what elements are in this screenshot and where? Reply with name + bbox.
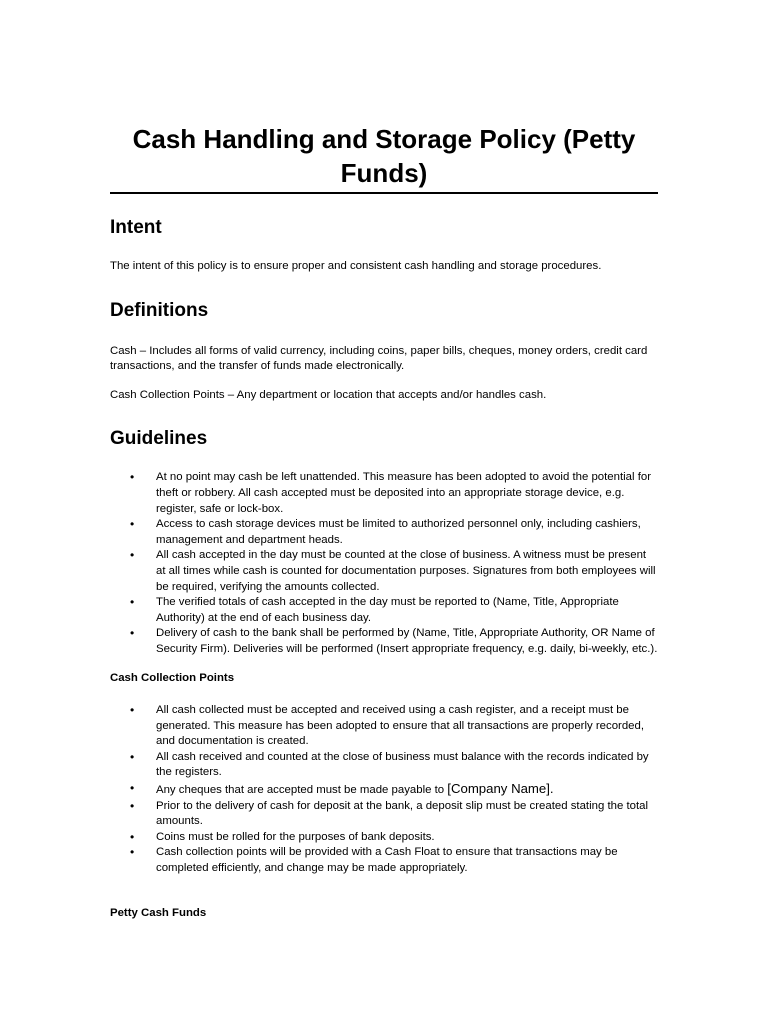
guidelines-list xyxy=(110,470,658,657)
list-item xyxy=(110,781,658,799)
list-item xyxy=(110,470,658,517)
bullet-icon: • xyxy=(130,798,135,813)
bullet-icon: • xyxy=(130,781,135,796)
list-item-text: Delivery of cash to the bank shall be performed by (Name, Title, Appropriate Authority, OR Name of Security Firm). Deliveries will be performed (Insert appropriate frequency, e.g. daily, bi-weekly, etc.). xyxy=(156,627,658,655)
bullet-icon: • xyxy=(130,829,135,844)
guidelines-heading: Guidelines xyxy=(110,428,208,450)
list-item-text: At no point may cash be left unattended. This measure has been adopted to avoid the potential for theft or robbery. All cash accepted must be deposited into an appropriate storage device, e.g. register, safe or lock-box. xyxy=(156,471,651,515)
bullet-icon: • xyxy=(130,703,135,718)
list-item xyxy=(110,750,658,781)
list-item xyxy=(110,703,658,750)
cash-collection-points-heading: Cash Collection Points xyxy=(110,671,235,684)
definitions-heading: Definitions xyxy=(110,299,209,321)
document-page xyxy=(110,0,658,921)
bullet-icon: • xyxy=(130,845,135,860)
bullet-icon: • xyxy=(130,470,135,485)
list-item-text: All cash received and counted at the close of business must balance with the records indicated by the registers. xyxy=(156,750,649,779)
list-item xyxy=(110,517,658,548)
intent-heading: Intent xyxy=(110,217,162,238)
bullet-icon: • xyxy=(130,595,135,610)
list-item xyxy=(110,830,658,846)
list-item-text: The verified totals of cash accepted in the day must be reported to (Name, Title, Appropriate Authority) at the end of each business day. xyxy=(156,596,619,624)
list-item xyxy=(110,548,658,595)
list-item-text: All cash collected must be accepted and received using a cash register, and a receipt must be generated. This measure has been adopted to ensure that all transactions are properly recorded, and documentation is created. xyxy=(156,704,644,748)
list-item-text: Prior to the delivery of cash for deposit at the bank, a deposit slip must be created stating the total amounts. xyxy=(156,799,648,828)
intent-text: The intent of this policy is to ensure proper and consistent cash handling and storage procedures. xyxy=(110,260,602,272)
list-item-text: Access to cash storage devices must be limited to authorized personnel only, including cashiers, management and department heads. xyxy=(156,518,641,546)
bullet-icon: • xyxy=(130,626,135,641)
cash-collection-points-list xyxy=(110,703,658,877)
list-item xyxy=(110,626,658,657)
list-item-text: Coins must be rolled for the purposes of bank deposits. xyxy=(156,830,435,843)
petty-cash-funds-heading: Petty Cash Funds xyxy=(110,906,207,919)
bullet-icon: • xyxy=(130,517,135,532)
list-item-text: All cash accepted in the day must be counted at the close of business. A witness must be present at all times while cash is counted for documentation purposes. Signatures from both employees will be required, verifying the amounts collected. xyxy=(156,549,656,593)
list-item xyxy=(110,799,658,830)
bullet-icon: • xyxy=(130,749,135,764)
document-title: Cash Handling and Storage Policy (Petty Funds) xyxy=(110,122,658,194)
list-item xyxy=(110,845,658,876)
list-item-text: Any cheques that are accepted must be made payable to xyxy=(156,784,445,797)
definition-cash: Cash – Includes all forms of valid currency, including coins, paper bills, cheques, money orders, credit card transactions, and the transfer of funds made electronically. xyxy=(110,344,648,373)
company-name-placeholder: [Company Name]. xyxy=(447,781,554,797)
list-item-text: Cash collection points will be provided with a Cash Float to ensure that transactions may be completed efficiently, and change may be made appropriately. xyxy=(156,846,618,875)
bullet-icon: • xyxy=(130,548,135,563)
definition-cash-collection-points: Cash Collection Points – Any department or location that accepts and/or handles cash. xyxy=(110,388,547,401)
list-item xyxy=(110,595,658,626)
